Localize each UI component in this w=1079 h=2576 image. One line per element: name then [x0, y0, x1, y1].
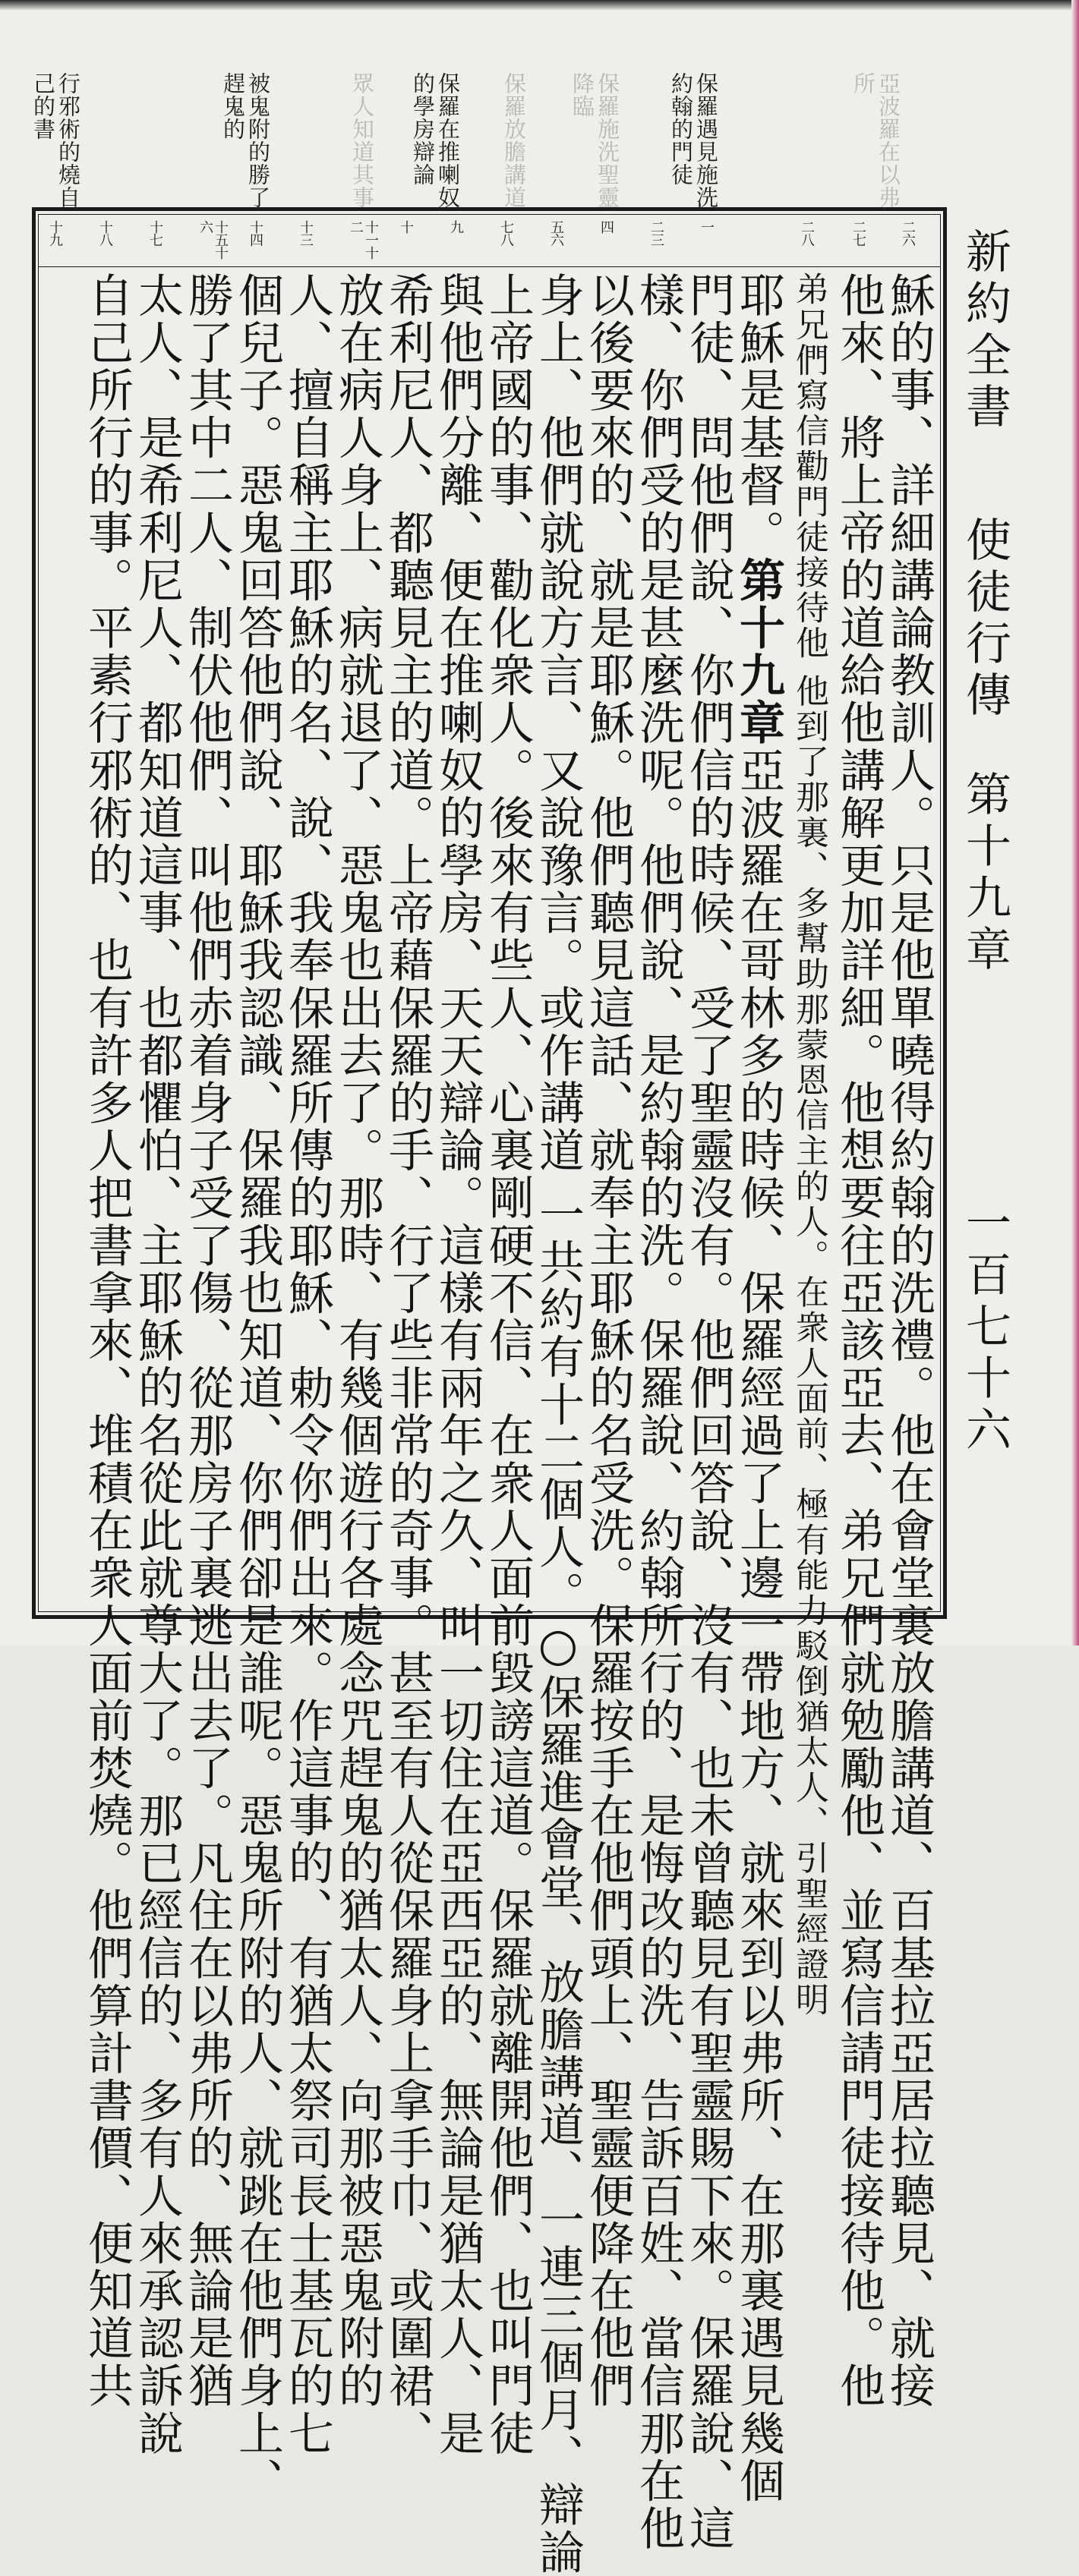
text-line: 耶穌是基督。	[732, 272, 785, 557]
text-column	[734, 272, 784, 2505]
verse-number: 五六	[548, 220, 564, 246]
verse-number: 十七	[147, 220, 163, 246]
verse-number: 十一十二	[348, 220, 379, 259]
text-column: 希利尼人、都聽見主的道。上帝藉保羅的手、行了些非常的奇事。甚至有人從保羅身上拿手巾、或圍裙、	[381, 272, 434, 2458]
verse-number: 十八	[97, 220, 113, 246]
text-column: 以後要來的、就是耶穌。他們聽見這話、就奉主耶穌的名受洗。保羅按手在他們頭上、聖靈便降在他們	[582, 272, 635, 2410]
page-edge	[1071, 0, 1079, 1645]
text-column: 太人、是希利尼人、都知道這事、也都懼怕、主耶穌的名從此就尊大了。那已經信的、多有人來承認訴說	[131, 272, 184, 2458]
chapter-first-line: 亞波羅在哥林多的時候、保羅經過了上邊一帶地方、就來到以弗所、在那裏遇見幾個	[732, 747, 785, 2505]
verse-number: 十三	[298, 220, 314, 246]
text-column: 弟兄們寫信勸門徒接待他 他到了那裏、多幫助那蒙恩信主的人。在衆人面前、極有能力駁倒猶太人、引聖經證明	[790, 272, 828, 2017]
text-column: 放在病人身上、病就退了、惡鬼也出去了。那時、有幾個遊行各處念咒趕鬼的猶太人、向那被惡鬼附的	[331, 272, 384, 2410]
body-text	[46, 272, 935, 2576]
verse-number: 十	[398, 220, 414, 233]
headnote-faint: 亞波羅在以弗所	[850, 72, 901, 209]
headnote: 行邪術的燒自己的書	[30, 72, 81, 209]
text-column: 穌的事、詳細講論教訓人。只是他單曉得約翰的洗禮。他在會堂裏放膽講道、百基拉亞居拉聽見、就接	[882, 272, 935, 2410]
verse-number: 七八	[498, 220, 514, 246]
verse-number: 二七	[850, 220, 866, 246]
verse-number: 四	[598, 220, 614, 233]
page-number: 一百七十六	[958, 1199, 1011, 1457]
verse-number: 九	[448, 220, 464, 233]
text-column: 個兒子。惡鬼回答他們說、耶穌我認識、保羅我也知道、你們卻是誰呢。惡鬼所附的人、就跳在他們身上、	[231, 272, 284, 2505]
text-column: 他來、將上帝的道給他講解更加詳細。他想要往亞該亞去、弟兄們就勉勵他、並寫信請門徒接待他。他	[832, 272, 885, 2410]
chapter-title: 第十九章	[958, 770, 1011, 977]
headnotes	[30, 72, 926, 213]
headnote-faint: 保羅放膽講道	[501, 72, 527, 209]
headnote: 被鬼附的勝了趕鬼的	[220, 72, 271, 209]
verse-number: 二三	[648, 220, 664, 246]
verse-number: 二六	[900, 220, 916, 246]
verse-number: 二八	[799, 220, 815, 246]
text-column: 勝了其中二人、制伏他們、叫他們赤着身子受了傷、從那房子裏逃出去了。凡住在以弗所的、無論是猶	[181, 272, 234, 2410]
text-column: 與他們分離、便在推喇奴的學房、天天辯論。這樣有兩年之久、叫一切住在亞西亞的、無論是猶太人、是	[431, 272, 484, 2458]
verse-number: 十九	[47, 220, 63, 246]
verse-number-bar	[38, 214, 941, 267]
headnote-faint: 保羅施洗聖靈降臨	[569, 72, 620, 209]
text-column: 人、擅自稱主耶穌的名、說、我奉保羅所傳的耶穌、勅令你們出來。作這事的、有猶太祭司長士基瓦的七	[281, 272, 334, 2458]
book-title: 新約全書	[958, 228, 1011, 434]
section-title: 使徒行傳	[958, 516, 1011, 723]
verse-number: 十四	[248, 220, 263, 246]
page-top-shadow	[0, 0, 1079, 11]
text-column: 門徒、問他們說、你們信的時候、受了聖靈沒有。他們回答說、沒有、也未曾聽見有聖靈賜下來。保羅說、這	[682, 272, 735, 2552]
headnote-faint: 眾人知道其事	[349, 72, 375, 209]
chapter-marker: 第十九章	[732, 556, 785, 748]
headnote: 保羅在推喇奴的學房辯論	[410, 72, 461, 209]
text-column: 上帝國的事、勸化衆人。後來有些人、心裏剛硬不信、在衆人面前毀謗這道。保羅就離開他們、也叫門徒	[481, 272, 535, 2458]
headnote: 保羅遇見施洗約翰的門徒	[668, 72, 719, 209]
verse-number: 十五十六	[197, 220, 229, 259]
running-header	[958, 228, 1019, 1617]
verse-number: 一	[699, 220, 715, 233]
text-column: 樣、你們受的是甚麼洗呢。他們說、是約翰的洗。保羅說、約翰所行的、是悔改的洗、告訴百姓、當信那在他	[632, 272, 685, 2552]
text-column: 身上、他們就說方言、又說豫言。或作講道 一共約有十二個人。○保羅進會堂、放膽講道、一連三個月、辯論	[532, 272, 585, 2576]
text-column: 自己所行的事。平素行邪術的、也有許多人把書拿來、堆積在衆人面前焚燒。他們算計書價、便知道共	[80, 272, 134, 2410]
